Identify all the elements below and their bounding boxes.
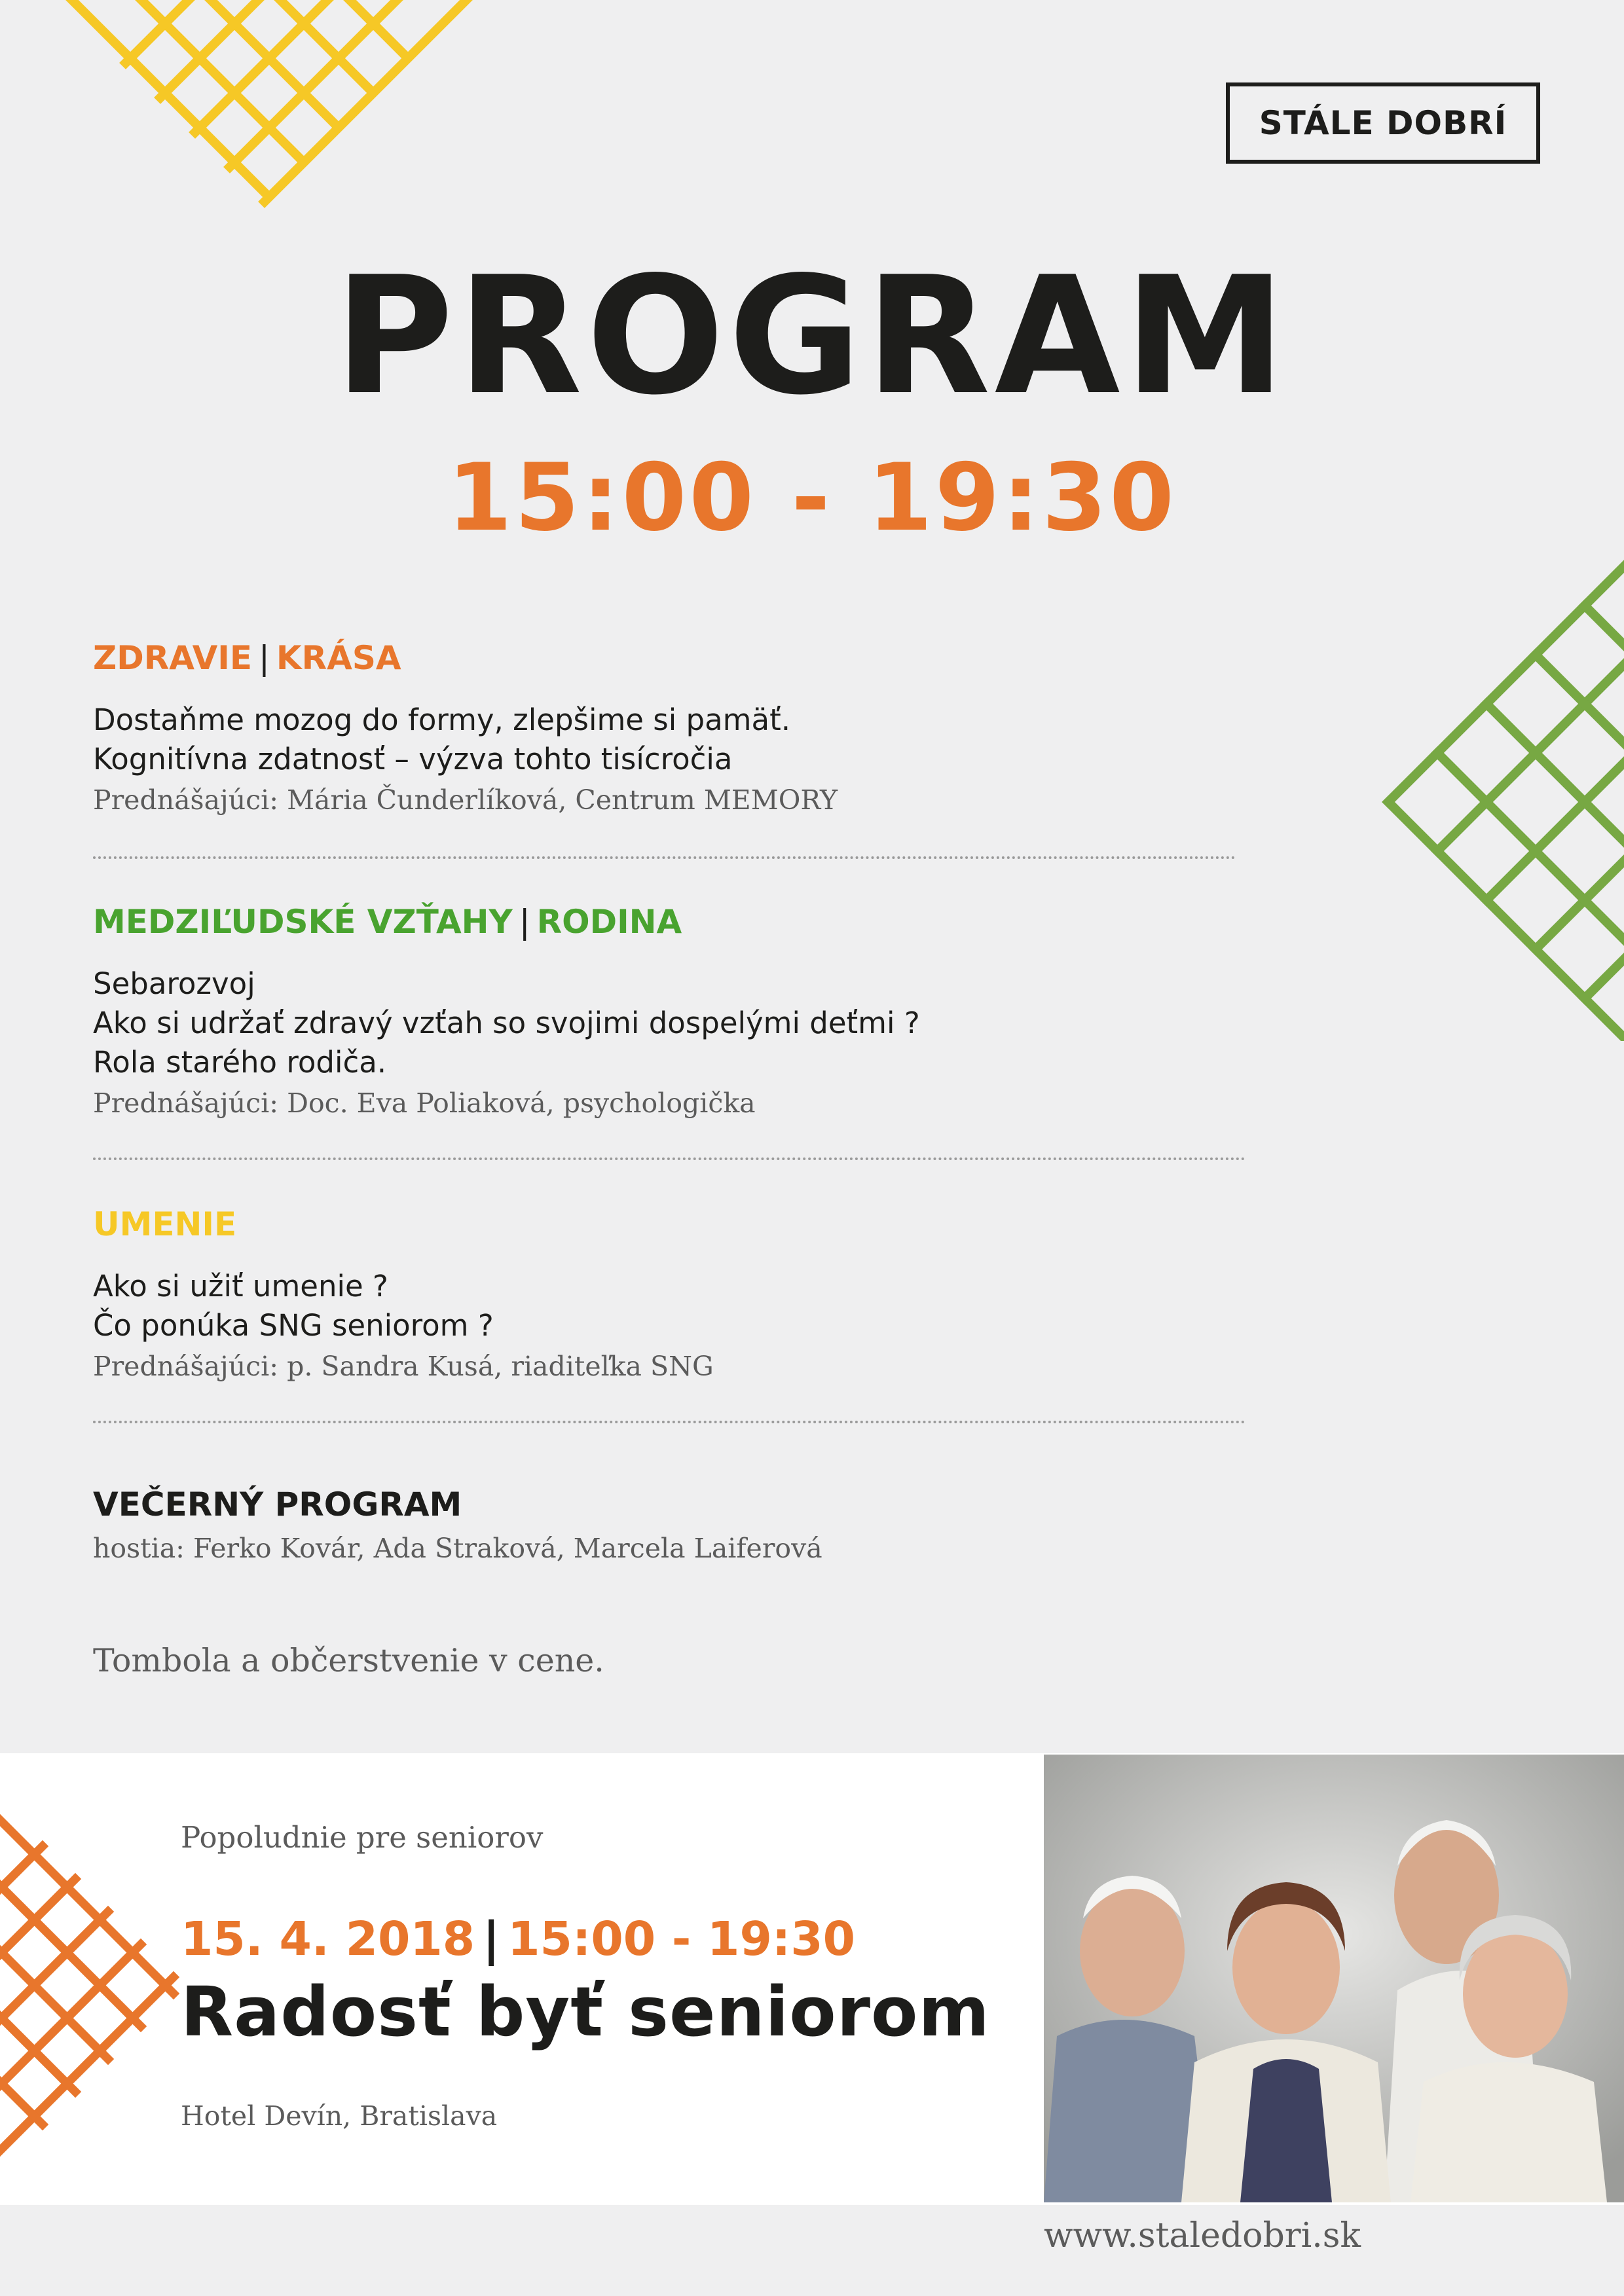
brand-logo: STÁLE DOBRÍ	[1226, 82, 1540, 164]
orange-grid-decoration	[0, 1807, 210, 2160]
section-topic: Dostaňme mozog do formy, zlepšime si pamäť.	[93, 702, 791, 737]
section-category: UMENIE	[93, 1205, 237, 1243]
program-section-evening	[93, 1482, 1259, 1569]
section-topic: Čo ponúka SNG seniorom ?	[93, 1308, 494, 1343]
event-name: Radosť byť seniorom	[181, 1972, 990, 2052]
program-time: 15:00 - 19:30	[447, 444, 1177, 552]
section-topic: Sebarozvoj	[93, 966, 255, 1001]
yellow-grid-decoration	[0, 0, 524, 249]
dotted-divider	[93, 1421, 1246, 1423]
senior-group-photo	[1044, 1755, 1624, 2202]
section-topic: Kognitívna zdatnosť – výzva tohto tisícročia	[93, 742, 733, 776]
section-category: VEČERNÝ PROGRAM	[93, 1485, 462, 1523]
section-category: ZDRAVIE | KRÁSA	[93, 639, 401, 677]
section-category: MEDZIĽUDSKÉ VZŤAHY | RODINA	[93, 903, 682, 941]
section-speaker: Prednášajúci: Mária Čunderlíková, Centrum MEMORY	[93, 784, 838, 816]
raffle-note: Tombola a občerstvenie v cene.	[93, 1642, 604, 1679]
green-grid-decoration	[1375, 556, 1624, 1041]
program-section-relationships	[93, 899, 1259, 1124]
event-datetime: 15. 4. 2018 | 15:00 - 19:30	[181, 1912, 856, 1966]
website-link[interactable]: www.staledobri.sk	[1044, 2216, 1361, 2255]
section-topic: Rola starého rodiča.	[93, 1045, 387, 1080]
section-topic: Ako si udržať zdravý vzťah so svojimi dospelými deťmi ?	[93, 1006, 920, 1040]
section-speaker: Prednášajúci: Doc. Eva Poliaková, psychologička	[93, 1087, 756, 1119]
program-section-art	[93, 1201, 1259, 1387]
dotted-divider	[93, 856, 1236, 859]
section-speaker: Prednášajúci: p. Sandra Kusá, riaditeľka SNG	[93, 1351, 714, 1382]
event-venue: Hotel Devín, Bratislava	[181, 2100, 498, 2132]
program-section-health	[93, 635, 1259, 821]
section-topic: Ako si užiť umenie ?	[93, 1269, 388, 1303]
event-subtitle: Popoludnie pre seniorov	[181, 1820, 544, 1855]
page-title: PROGRAM	[334, 242, 1290, 431]
section-guests: hostia: Ferko Kovár, Ada Straková, Marcela Laiferová	[93, 1533, 822, 1564]
dotted-divider	[93, 1157, 1246, 1160]
